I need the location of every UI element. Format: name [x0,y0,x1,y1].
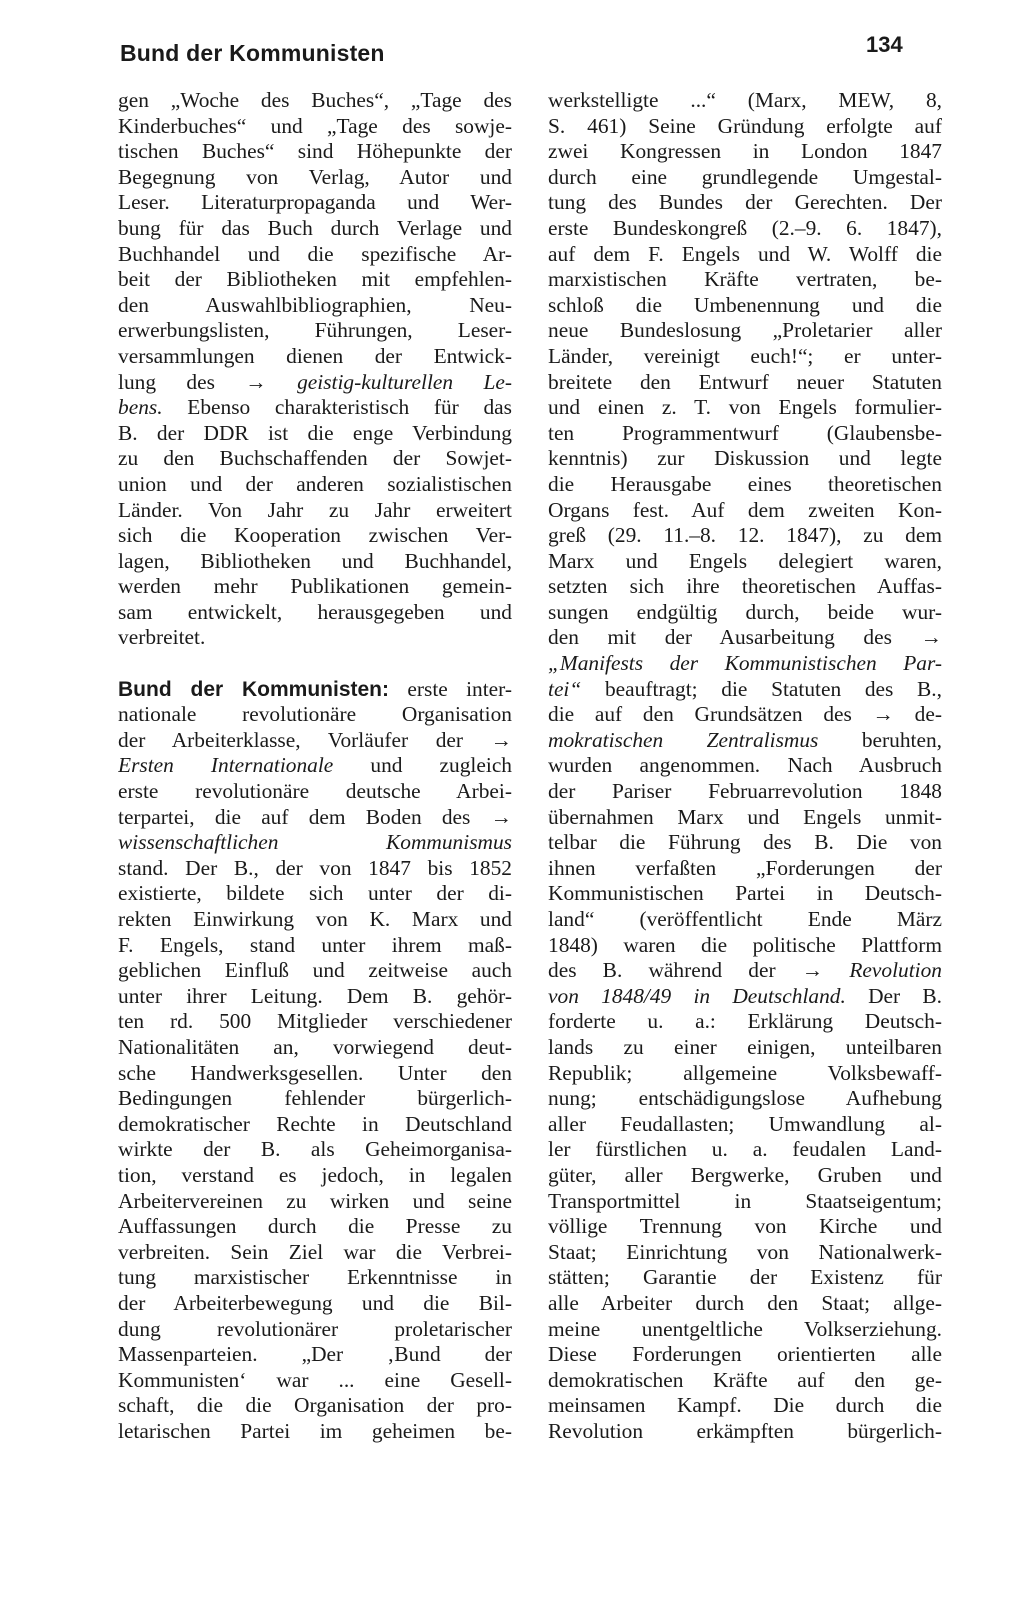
text-line: schaft, die die Organisation der pro- [118,1393,512,1418]
text-line: den Auswahlbibliographien, Neu- [118,292,512,317]
text-line: sungen endgültig durch, beide wur- [548,599,942,624]
text-line: völlige Trennung von Kirche und [548,1214,942,1239]
page-number: 134 [866,32,903,57]
text-line: der Pariser Februarrevolution 1848 [548,779,942,804]
text-line: schloß die Umbenennung und die [548,292,942,317]
text-line: meinsamen Kampf. Die durch die [548,1393,942,1418]
text-line: verbreitet. [118,625,206,650]
text-line: Diese Forderungen orientierten alle [548,1342,942,1367]
text-line: wurden angenommen. Nach Ausbruch [548,753,942,778]
text-line: tung marxistischer Erkenntnisse in [118,1265,512,1290]
text-line: ten Programmentwurf (Glaubensbe- [548,420,942,445]
text-line: der Arbeiterbewegung und die Bil- [118,1290,512,1315]
text-line: sam entwickelt, herausgegeben und [118,599,512,624]
left-column [118,88,512,1444]
text-line: breitete den Entwurf neuer Statuten [548,369,942,394]
text-line: zu den Buchschaffenden der Sowjet- [118,446,512,471]
text-line: ten rd. 500 Mitglieder verschiedener [118,1009,512,1034]
text-line: B. der DDR ist die enge Verbindung [118,420,512,445]
running-title: Bund der Kommunisten [120,40,385,66]
text-line: übernahmen Marx und Engels unmit- [548,804,942,829]
text-line: marxistischen Kräfte vertraten, be- [548,267,942,292]
text-line: telbar die Führung des B. Die von [548,830,942,855]
cross-reference[interactable]: bens. [118,395,163,420]
cross-reference[interactable]: wissenschaftlichen Kommunismus [118,830,512,855]
text-line: stand. Der B., der von 1847 bis 1852 [118,855,512,880]
text-line: Nationalitäten an, vorwiegend deut- [118,1034,512,1059]
text-line: ihnen verfaßten „Forderungen der [548,855,942,880]
text-line: bung für das Buch durch Verlage und [118,215,512,240]
text-line [548,651,942,677]
text-line: sche Handwerksgesellen. Unter den [118,1060,512,1085]
text-line: güter, aller Bergwerke, Gruben und [548,1162,942,1187]
text-line: die auf den Grundsätzen des → de- [548,702,942,727]
text-line: lagen, Bibliotheken und Buchhandel, [118,548,512,573]
entry-first-line [118,677,512,703]
text-line: lands zu einer einigen, unteilbaren [548,1034,942,1059]
text-line: union und der anderen sozialistischen [118,471,512,496]
text-line [118,753,512,779]
cross-reference[interactable]: → geistig-kulturellen Le- [245,369,512,394]
text-line: nationale revolutionäre Organisation [118,702,512,727]
cross-reference[interactable]: von 1848/49 in Deutschland. [548,983,846,1008]
text-segment: erste inter- [407,676,512,701]
text-line: setzten sich ihre theoretischen Auffas- [548,574,942,599]
text-line: Kommunisten‘ war ... eine Gesell- [118,1367,512,1392]
cross-reference[interactable]: tei“ [548,676,582,701]
text-line: stätten; Garantie der Existenz für [548,1265,942,1290]
text-line: die Herausgabe eines theoretischen [548,471,942,496]
text-line: tischen Buches“ sind Höhepunkte der [118,139,512,164]
text-line: aller Feudallasten; Umwandlung al- [548,1111,942,1136]
text-line [548,984,942,1010]
text-line: ler fürstlichen u. a. feudalen Land- [548,1137,942,1162]
text-line: geblichen Einfluß und zeitweise auch [118,958,512,983]
cross-reference[interactable]: Ersten Internationale [118,753,334,778]
text-line: werden mehr Publikationen gemein- [118,574,512,599]
text-line: den mit der Ausarbeitung des → [548,625,942,650]
text-line: tion, verstand es jedoch, in legalen [118,1162,512,1187]
text-line: demokratischer Rechte in Deutschland [118,1111,512,1136]
text-line: demokratischen Kräfte auf den ge- [548,1367,942,1392]
text-line: S. 461) Seine Gründung erfolgte auf [548,113,942,138]
text-line: der Arbeiterklasse, Vorläufer der → [118,727,512,752]
paragraph-gap [118,651,512,677]
text-line: Buchhandel und die spezifische Ar- [118,241,512,266]
text-line: Revolution erkämpften bürgerlich- [548,1418,942,1443]
text-line: Bedingungen fehlender bürgerlich- [118,1086,512,1111]
text-line: gen „Woche des Buches“, „Tage des [118,88,512,112]
text-line [118,370,512,396]
cross-reference[interactable]: mokratischen Zentralismus [548,727,819,752]
text-line: durch eine grundlegende Umgestal- [548,164,942,189]
text-segment: Der B. [868,983,942,1008]
text-line: dung revolutionärer proletarischer [118,1316,512,1341]
text-line: Kinderbuches“ und „Tage des sowje- [118,113,512,138]
text-line: Auffassungen durch die Presse zu [118,1214,512,1239]
text-line: Republik; allgemeine Volksbewaff- [548,1060,942,1085]
text-line: Marx und Engels delegiert waren, [548,548,942,573]
text-line: auf dem F. Engels und W. Wolff die [548,241,942,266]
text-line: versammlungen dienen der Entwick- [118,343,512,368]
text-line: F. Engels, stand unter ihrem maß- [118,932,512,957]
text-line: forderte u. a.: Erklärung Deutsch- [548,1009,942,1034]
text-line: Länder, vereinigt euch!“; er unter- [548,343,942,368]
text-line [548,728,942,754]
text-line: Massenparteien. „Der ‚Bund der [118,1342,512,1367]
text-line: und einen z. T. von Engels formulier- [548,395,942,420]
text-line: alle Arbeiter durch den Staat; allge- [548,1290,942,1315]
entry-headword: Bund der Kommunisten: [118,677,390,701]
text-segment: des B. während der → [548,958,824,983]
text-line: Begegnung von Verlag, Autor und [118,164,512,189]
text-line: erste Bundeskongreß (2.–9. 6. 1847), [548,215,942,240]
text-line: greß (29. 11.–8. 12. 1847), zu dem [548,523,942,548]
text-line: letarischen Partei im geheimen be- [118,1418,512,1443]
text-line: rekten Einwirkung von K. Marx und [118,907,512,931]
text-line [118,830,512,856]
text-line: existierte, bildete sich unter der di- [118,881,512,906]
text-line: werkstelligte ...“ (Marx, MEW, 8, [548,88,942,112]
text-line: unter ihrer Leitung. Dem B. gehör- [118,983,512,1008]
text-line: land“ (veröffentlicht Ende März [548,907,942,931]
cross-reference[interactable]: „Manifests der Kommunistischen Par- [548,651,942,676]
text-line: terpartei, die auf dem Boden des → [118,804,512,829]
text-segment: beauftragt; die Statuten des B., [604,676,942,701]
text-line: Arbeitervereinen zu wirken und seine [118,1188,512,1213]
text-line: Organs fest. Auf dem zweiten Kon- [548,497,942,522]
text-line: sich die Kooperation zwischen Ver- [118,523,512,548]
text-line: kenntnis) zur Diskussion und legte [548,446,942,471]
text-line: nung; entschädigungslose Aufhebung [548,1086,942,1111]
text-line: meine unentgeltliche Volkserziehung. [548,1316,942,1341]
text-line: beit der Bibliotheken mit empfehlen- [118,267,512,292]
right-column [548,88,942,1444]
text-line [548,677,942,703]
text-segment: lung des [118,369,215,394]
text-segment: und zugleich [370,753,512,778]
text-line: tung des Bundes der Gerechten. Der [548,190,942,215]
text-line: 1848) waren die politische Plattform [548,932,942,957]
text-line: verbreiten. Sein Ziel war die Verbrei- [118,1239,512,1264]
text-line: erste revolutionäre deutsche Arbei- [118,779,512,804]
text-line: neue Bundeslosung „Proletarier aller [548,318,942,343]
text-line: Staat; Einrichtung von Nationalwerk- [548,1239,942,1264]
text-line: Länder. Von Jahr zu Jahr erweitert [118,497,512,522]
text-line [118,395,512,421]
cross-reference[interactable]: Revolution [849,958,942,983]
text-segment: Ebenso charakteristisch für das [187,395,512,420]
text-line: Kommunistischen Partei in Deutsch- [548,881,942,906]
text-line: Leser. Literaturpropaganda und Wer- [118,190,512,215]
text-line: zwei Kongressen in London 1847 [548,139,942,164]
text-line [548,958,942,984]
text-line: erwerbungslisten, Führungen, Leser- [118,318,512,343]
text-line: wirkte der B. als Geheimorganisa- [118,1137,512,1162]
text-segment: beruhten, [861,727,942,752]
text-line: Transportmittel in Staatseigentum; [548,1188,942,1213]
